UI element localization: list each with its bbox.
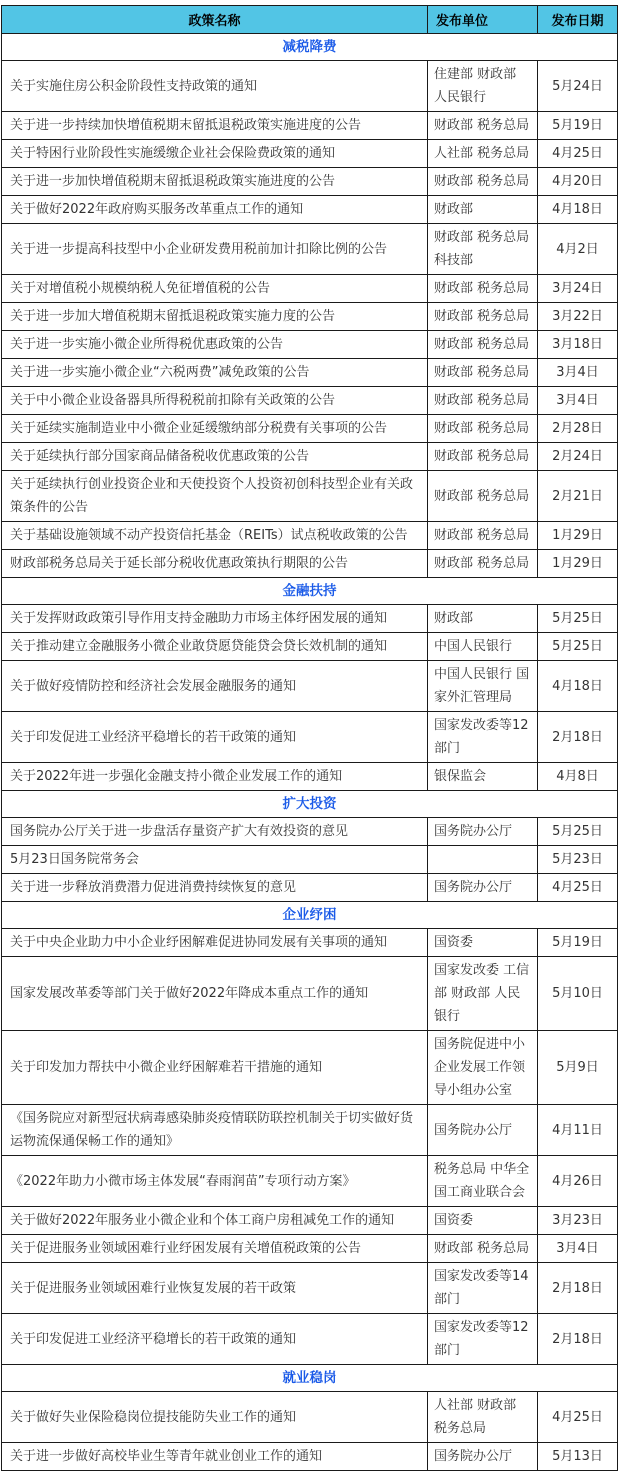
policy-unit-cell: 财政部 税务总局	[428, 471, 538, 522]
policy-name-cell: 关于促进服务业领域困难行业纾困发展有关增值税政策的公告	[2, 1235, 428, 1263]
policy-date-cell: 2月18日	[538, 1263, 618, 1314]
column-header-policy-name: 政策名称	[2, 6, 428, 34]
policy-unit-cell: 财政部 税务总局	[428, 275, 538, 303]
policy-name-cell: 关于做好疫情防控和经济社会发展金融服务的通知	[2, 661, 428, 712]
policy-date-cell: 5月9日	[538, 1031, 618, 1105]
policy-unit-cell: 财政部 税务总局	[428, 168, 538, 196]
policy-unit-cell: 银保监会	[428, 763, 538, 791]
policy-date-cell: 5月25日	[538, 818, 618, 846]
section-row	[2, 902, 618, 929]
policy-date-cell: 5月25日	[538, 633, 618, 661]
policy-row	[2, 61, 618, 112]
policy-date-cell: 1月29日	[538, 550, 618, 578]
policy-name-cell: 关于延续执行创业投资企业和天使投资个人投资初创科技型企业有关政策条件的公告	[2, 471, 428, 522]
policy-table-header	[2, 6, 618, 34]
policy-row	[2, 1031, 618, 1105]
policy-unit-cell	[428, 846, 538, 874]
policy-unit-cell: 中国人民银行	[428, 633, 538, 661]
policy-date-cell: 5月13日	[538, 1443, 618, 1471]
policy-unit-cell: 国务院促进中小企业发展工作领导小组办公室	[428, 1031, 538, 1105]
policy-date-cell: 2月18日	[538, 1314, 618, 1365]
policy-row	[2, 1392, 618, 1443]
policy-date-cell: 5月19日	[538, 929, 618, 957]
section-label: 企业纾困	[2, 902, 618, 929]
policy-unit-cell: 人社部 税务总局	[428, 140, 538, 168]
policy-row	[2, 1105, 618, 1156]
policy-row	[2, 1314, 618, 1365]
policy-unit-cell: 国家发改委 工信部 财政部 人民银行	[428, 957, 538, 1031]
policy-name-cell: 关于延续执行部分国家商品储备税收优惠政策的公告	[2, 443, 428, 471]
policy-table-body	[2, 34, 618, 1471]
policy-date-cell: 4月11日	[538, 1105, 618, 1156]
policy-date-cell: 1月29日	[538, 522, 618, 550]
section-row	[2, 34, 618, 61]
policy-name-cell: 《国务院应对新型冠状病毒感染肺炎疫情联防联控机制关于切实做好货运物流保通保畅工作的通知》	[2, 1105, 428, 1156]
policy-name-cell: 关于进一步实施小微企业“六税两费”减免政策的公告	[2, 359, 428, 387]
policy-name-cell: 关于进一步提高科技型中小企业研发费用税前加计扣除比例的公告	[2, 224, 428, 275]
policy-unit-cell: 财政部 税务总局 科技部	[428, 224, 538, 275]
policy-name-cell: 关于促进服务业领域困难行业恢复发展的若干政策	[2, 1263, 428, 1314]
policy-date-cell: 4月20日	[538, 168, 618, 196]
policy-name-cell: 关于进一步做好高校毕业生等青年就业创业工作的通知	[2, 1443, 428, 1471]
policy-unit-cell: 财政部 税务总局	[428, 303, 538, 331]
policy-row	[2, 443, 618, 471]
header-row	[2, 6, 618, 34]
policy-name-cell: 关于发挥财政政策引导作用支持金融助力市场主体纾困发展的通知	[2, 605, 428, 633]
policy-date-cell: 4月25日	[538, 140, 618, 168]
policy-unit-cell: 财政部 税务总局	[428, 415, 538, 443]
policy-date-cell: 5月10日	[538, 957, 618, 1031]
policy-name-cell: 关于印发促进工业经济平稳增长的若干政策的通知	[2, 1314, 428, 1365]
policy-unit-cell: 国家发改委等12部门	[428, 1314, 538, 1365]
policy-row	[2, 1443, 618, 1471]
policy-date-cell: 4月18日	[538, 661, 618, 712]
policy-name-cell: 5月23日国务院常务会	[2, 846, 428, 874]
policy-row	[2, 387, 618, 415]
policy-name-cell: 关于特困行业阶段性实施缓缴企业社会保险费政策的通知	[2, 140, 428, 168]
policy-unit-cell: 国务院办公厅	[428, 818, 538, 846]
policy-unit-cell: 财政部 税务总局	[428, 331, 538, 359]
policy-name-cell: 关于对增值税小规模纳税人免征增值税的公告	[2, 275, 428, 303]
policy-date-cell: 2月24日	[538, 443, 618, 471]
policy-row	[2, 874, 618, 902]
section-label: 金融扶持	[2, 578, 618, 605]
policy-date-cell: 2月28日	[538, 415, 618, 443]
policy-date-cell: 4月26日	[538, 1156, 618, 1207]
policy-name-cell: 国家发展改革委等部门关于做好2022年降成本重点工作的通知	[2, 957, 428, 1031]
policy-unit-cell: 财政部 税务总局	[428, 522, 538, 550]
policy-date-cell: 3月18日	[538, 331, 618, 359]
policy-date-cell: 5月19日	[538, 112, 618, 140]
policy-name-cell: 关于做好失业保险稳岗位提技能防失业工作的通知	[2, 1392, 428, 1443]
policy-name-cell: 关于做好2022年服务业小微企业和个体工商户房租减免工作的通知	[2, 1207, 428, 1235]
policy-unit-cell: 国务院办公厅	[428, 1443, 538, 1471]
policy-name-cell: 关于进一步释放消费潜力促进消费持续恢复的意见	[2, 874, 428, 902]
policy-unit-cell: 国务院办公厅	[428, 1105, 538, 1156]
policy-name-cell: 关于印发促进工业经济平稳增长的若干政策的通知	[2, 712, 428, 763]
policy-name-cell: 关于做好2022年政府购买服务改革重点工作的通知	[2, 196, 428, 224]
policy-date-cell: 3月4日	[538, 359, 618, 387]
policy-row	[2, 1235, 618, 1263]
policy-name-cell: 关于实施住房公积金阶段性支持政策的通知	[2, 61, 428, 112]
policy-unit-cell: 住建部 财政部 人民银行	[428, 61, 538, 112]
policy-name-cell: 关于进一步持续加快增值税期末留抵退税政策实施进度的公告	[2, 112, 428, 140]
policy-row	[2, 275, 618, 303]
policy-name-cell: 关于中央企业助力中小企业纾困解难促进协同发展有关事项的通知	[2, 929, 428, 957]
policy-name-cell: 《2022年助力小微市场主体发展“春雨润苗”专项行动方案》	[2, 1156, 428, 1207]
policy-date-cell: 4月8日	[538, 763, 618, 791]
policy-date-cell: 3月4日	[538, 1235, 618, 1263]
policy-unit-cell: 国家发改委等14部门	[428, 1263, 538, 1314]
policy-date-cell: 5月23日	[538, 846, 618, 874]
policy-name-cell: 关于进一步实施小微企业所得税优惠政策的公告	[2, 331, 428, 359]
policy-date-cell: 3月4日	[538, 387, 618, 415]
section-label: 扩大投资	[2, 791, 618, 818]
policy-unit-cell: 国资委	[428, 1207, 538, 1235]
column-header-publish-unit: 发布单位	[428, 6, 538, 34]
policy-row	[2, 1207, 618, 1235]
policy-row	[2, 522, 618, 550]
policy-row	[2, 712, 618, 763]
policy-unit-cell: 财政部 税务总局	[428, 550, 538, 578]
policy-name-cell: 关于基础设施领域不动产投资信托基金（REITs）试点税收政策的公告	[2, 522, 428, 550]
policy-unit-cell: 国资委	[428, 929, 538, 957]
policy-unit-cell: 财政部 税务总局	[428, 387, 538, 415]
policy-row	[2, 818, 618, 846]
policy-name-cell: 关于进一步加快增值税期末留抵退税政策实施进度的公告	[2, 168, 428, 196]
policy-row	[2, 605, 618, 633]
policy-row	[2, 1156, 618, 1207]
policy-name-cell: 关于中小微企业设备器具所得税税前扣除有关政策的公告	[2, 387, 428, 415]
policy-unit-cell: 财政部 税务总局	[428, 443, 538, 471]
policy-row	[2, 471, 618, 522]
policy-row	[2, 168, 618, 196]
policy-date-cell: 4月25日	[538, 1392, 618, 1443]
policy-unit-cell: 财政部	[428, 196, 538, 224]
section-row	[2, 1365, 618, 1392]
policy-row	[2, 140, 618, 168]
policy-date-cell: 4月2日	[538, 224, 618, 275]
policy-row	[2, 1263, 618, 1314]
policy-row	[2, 112, 618, 140]
policy-date-cell: 5月24日	[538, 61, 618, 112]
policy-date-cell: 2月18日	[538, 712, 618, 763]
section-row	[2, 578, 618, 605]
policy-date-cell: 2月21日	[538, 471, 618, 522]
policy-row	[2, 633, 618, 661]
policy-name-cell: 关于进一步加大增值税期末留抵退税政策实施力度的公告	[2, 303, 428, 331]
policy-row	[2, 661, 618, 712]
policy-date-cell: 3月24日	[538, 275, 618, 303]
policy-date-cell: 5月25日	[538, 605, 618, 633]
policy-row	[2, 846, 618, 874]
policy-unit-cell: 财政部 税务总局	[428, 112, 538, 140]
policy-name-cell: 关于推动建立金融服务小微企业敢贷愿贷能贷会贷长效机制的通知	[2, 633, 428, 661]
policy-name-cell: 关于2022年进一步强化金融支持小微企业发展工作的通知	[2, 763, 428, 791]
policy-unit-cell: 人社部 财政部 税务总局	[428, 1392, 538, 1443]
policy-date-cell: 3月23日	[538, 1207, 618, 1235]
policy-unit-cell: 税务总局 中华全国工商业联合会	[428, 1156, 538, 1207]
policy-unit-cell: 国家发改委等12部门	[428, 712, 538, 763]
section-label: 减税降费	[2, 34, 618, 61]
policy-unit-cell: 国务院办公厅	[428, 874, 538, 902]
policy-date-cell: 4月25日	[538, 874, 618, 902]
policy-name-cell: 关于印发加力帮扶中小微企业纾困解难若干措施的通知	[2, 1031, 428, 1105]
policy-unit-cell: 财政部 税务总局	[428, 1235, 538, 1263]
policy-date-cell: 3月22日	[538, 303, 618, 331]
policy-row	[2, 303, 618, 331]
policy-unit-cell: 财政部	[428, 605, 538, 633]
policy-row	[2, 929, 618, 957]
policy-name-cell: 财政部税务总局关于延长部分税收优惠政策执行期限的公告	[2, 550, 428, 578]
policy-row	[2, 331, 618, 359]
policy-row	[2, 763, 618, 791]
policy-date-cell: 4月18日	[538, 196, 618, 224]
policy-unit-cell: 中国人民银行 国家外汇管理局	[428, 661, 538, 712]
policy-row	[2, 957, 618, 1031]
policy-row	[2, 196, 618, 224]
policy-row	[2, 415, 618, 443]
column-header-publish-date: 发布日期	[538, 6, 618, 34]
policy-name-cell: 关于延续实施制造业中小微企业延缓缴纳部分税费有关事项的公告	[2, 415, 428, 443]
policy-unit-cell: 财政部 税务总局	[428, 359, 538, 387]
policy-name-cell: 国务院办公厅关于进一步盘活存量资产扩大有效投资的意见	[2, 818, 428, 846]
policy-table	[1, 5, 618, 1471]
policy-row	[2, 550, 618, 578]
policy-row	[2, 359, 618, 387]
section-row	[2, 791, 618, 818]
section-label: 就业稳岗	[2, 1365, 618, 1392]
policy-row	[2, 224, 618, 275]
